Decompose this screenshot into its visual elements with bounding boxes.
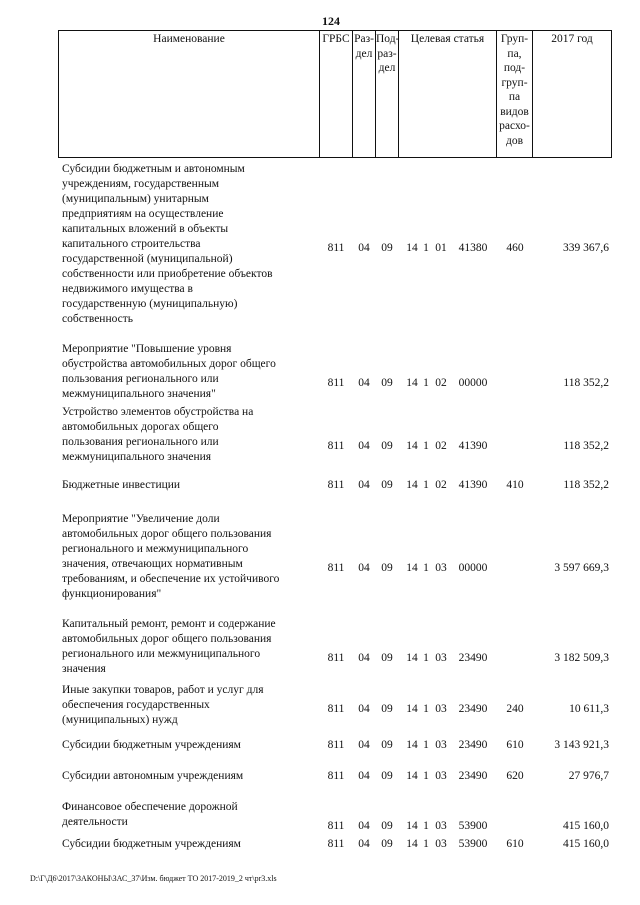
grbs-cell: 811 xyxy=(327,562,345,574)
row-name-line: собственность xyxy=(62,313,134,325)
group-cell: 610 xyxy=(506,838,524,850)
target-part-1: 14 xyxy=(406,562,418,574)
target-part-1: 14 xyxy=(406,820,418,832)
grbs-cell: 811 xyxy=(327,652,345,664)
podrazdel-cell: 09 xyxy=(381,770,393,782)
header-name xyxy=(58,30,320,158)
group-cell: 410 xyxy=(506,479,524,491)
target-part-2: 1 xyxy=(423,652,429,664)
row-name-line: Устройство элементов обустройства на xyxy=(62,406,254,418)
razdel-cell: 04 xyxy=(358,703,370,715)
header-group-line: Груп- xyxy=(500,33,529,45)
razdel-cell: 04 xyxy=(358,479,370,491)
target-part-2: 1 xyxy=(423,703,429,715)
razdel-cell: 04 xyxy=(358,820,370,832)
target-part-3: 02 xyxy=(435,479,447,491)
group-cell: 620 xyxy=(506,770,524,782)
row-name-line: государственную (муниципальную) xyxy=(62,298,238,310)
target-part-1: 14 xyxy=(406,440,418,452)
row-name-line: Субсидии бюджетным учреждениям xyxy=(62,739,241,751)
footer-file-path: D:\Г\Д6\2017\ЗАКОНЫ\ЗАС_37\Изм. бюджет ТО 2017-2019_2 чт\pr3.xls xyxy=(30,874,277,883)
row-name-line: капитальных вложений в объекты xyxy=(62,223,229,235)
amount-cell: 3 597 669,3 xyxy=(554,562,609,574)
row-name-line: функционирования" xyxy=(62,588,162,600)
row-name-line: Субсидии бюджетным и автономным xyxy=(62,163,245,175)
row-name xyxy=(62,683,312,728)
podrazdel-cell: 09 xyxy=(381,838,393,850)
row-name-line: собственности или приобретение объектов xyxy=(62,268,273,280)
header-grbs-text: ГРБС xyxy=(322,33,350,45)
header-razdel xyxy=(352,30,376,158)
razdel-cell: 04 xyxy=(358,440,370,452)
group-cell: 610 xyxy=(506,739,524,751)
target-part-3: 02 xyxy=(435,440,447,452)
row-name-line: капитального строительства xyxy=(62,238,201,250)
header-year-text: 2017 год xyxy=(551,33,593,45)
amount-cell: 415 160,0 xyxy=(563,838,609,850)
target-part-2: 1 xyxy=(423,377,429,389)
target-part-3: 03 xyxy=(435,838,447,850)
target-part-4: 23490 xyxy=(458,770,488,782)
podrazdel-cell: 09 xyxy=(381,440,393,452)
podrazdel-cell: 09 xyxy=(381,562,393,574)
podrazdel-cell: 09 xyxy=(381,820,393,832)
header-group-line: видов xyxy=(500,105,529,118)
row-name xyxy=(62,162,312,327)
target-part-4: 23490 xyxy=(458,652,488,664)
header-group-line: па, xyxy=(507,47,522,60)
row-name-line: обустройства автомобильных дорог общего xyxy=(62,358,276,370)
target-part-4: 00000 xyxy=(458,562,488,574)
amount-cell: 339 367,6 xyxy=(563,242,609,254)
target-part-4: 23490 xyxy=(458,703,488,715)
row-name xyxy=(62,405,312,465)
group-cell: 240 xyxy=(506,703,524,715)
row-name xyxy=(62,800,312,830)
amount-cell: 415 160,0 xyxy=(563,820,609,832)
razdel-cell: 04 xyxy=(358,242,370,254)
row-name xyxy=(62,342,312,402)
target-part-3: 02 xyxy=(435,377,447,389)
podrazdel-cell: 09 xyxy=(381,479,393,491)
amount-cell: 27 976,7 xyxy=(568,770,609,782)
grbs-cell: 811 xyxy=(327,440,345,452)
header-group-line: дов xyxy=(505,134,524,147)
row-name-line: Мероприятие "Увеличение доли xyxy=(62,513,220,525)
header-year xyxy=(532,30,612,158)
row-name-line: обеспечения государственных xyxy=(62,699,210,711)
razdel-cell: 04 xyxy=(358,739,370,751)
target-part-4: 53900 xyxy=(458,820,488,832)
grbs-cell: 811 xyxy=(327,479,345,491)
header-podrazdel xyxy=(375,30,399,158)
amount-cell: 118 352,2 xyxy=(563,440,609,452)
grbs-cell: 811 xyxy=(327,739,345,751)
row-name-line: (муниципальных) нужд xyxy=(62,714,178,726)
grbs-cell: 811 xyxy=(327,820,345,832)
page-number: 124 xyxy=(322,14,340,28)
header-razdel-line: Раз- xyxy=(354,33,374,45)
header-group-line: груп- xyxy=(501,76,528,89)
header-group-line: расхо- xyxy=(499,120,530,132)
row-name-line: учреждениям, государственным xyxy=(62,178,219,190)
row-name-line: регионального или межмуниципального xyxy=(62,648,261,660)
row-name-line: Бюджетные инвестиции xyxy=(62,479,181,491)
target-part-1: 14 xyxy=(406,377,418,389)
row-name-line: недвижимого имущества в xyxy=(62,283,193,295)
header-group xyxy=(496,30,533,158)
amount-cell: 3 182 509,3 xyxy=(554,652,609,664)
row-name xyxy=(62,738,312,753)
target-part-4: 53900 xyxy=(458,838,488,850)
row-name-line: Мероприятие "Повышение уровня xyxy=(62,343,232,355)
amount-cell: 118 352,2 xyxy=(563,479,609,491)
row-name-line: Иные закупки товаров, работ и услуг для xyxy=(62,684,264,696)
razdel-cell: 04 xyxy=(358,377,370,389)
razdel-cell: 04 xyxy=(358,838,370,850)
target-part-3: 03 xyxy=(435,562,447,574)
header-podrazdel-line: Под- xyxy=(376,33,400,45)
row-name-line: Финансовое обеспечение дорожной xyxy=(62,801,238,813)
row-name-line: межмуниципального значения" xyxy=(62,388,216,400)
target-part-2: 1 xyxy=(423,820,429,832)
podrazdel-cell: 09 xyxy=(381,739,393,751)
header-podrazdel-line: раз- xyxy=(377,47,397,60)
razdel-cell: 04 xyxy=(358,652,370,664)
header-name-text: Наименование xyxy=(153,33,225,45)
target-part-4: 41390 xyxy=(458,479,488,491)
target-part-2: 1 xyxy=(423,739,429,751)
row-name-line: пользования регионального или xyxy=(62,436,219,448)
target-part-1: 14 xyxy=(406,242,418,254)
amount-cell: 118 352,2 xyxy=(563,377,609,389)
header-target xyxy=(398,30,497,158)
row-name-line: (муниципальным) унитарным xyxy=(62,193,209,205)
row-name xyxy=(62,837,312,852)
row-name-line: предприятиям на осуществление xyxy=(62,208,224,220)
amount-cell: 3 143 921,3 xyxy=(554,739,609,751)
target-part-3: 03 xyxy=(435,703,447,715)
razdel-cell: 04 xyxy=(358,770,370,782)
target-part-1: 14 xyxy=(406,652,418,664)
podrazdel-cell: 09 xyxy=(381,703,393,715)
target-part-2: 1 xyxy=(423,479,429,491)
podrazdel-cell: 09 xyxy=(381,242,393,254)
row-name xyxy=(62,617,312,677)
row-name-line: значения xyxy=(62,663,106,675)
razdel-cell: 04 xyxy=(358,562,370,574)
target-part-2: 1 xyxy=(423,838,429,850)
row-name-line: регионального и межмуниципального xyxy=(62,543,249,555)
row-name-line: межмуниципального значения xyxy=(62,451,212,463)
target-part-1: 14 xyxy=(406,770,418,782)
row-name-line: автомобильных дорог общего пользования xyxy=(62,528,272,540)
row-name xyxy=(62,478,312,493)
target-part-2: 1 xyxy=(423,440,429,452)
target-part-4: 00000 xyxy=(458,377,488,389)
target-part-2: 1 xyxy=(423,242,429,254)
row-name-line: деятельности xyxy=(62,816,128,828)
target-part-2: 1 xyxy=(423,770,429,782)
row-name-line: автомобильных дорогах общего xyxy=(62,421,219,433)
row-name-line: пользования регионального или xyxy=(62,373,219,385)
group-cell: 460 xyxy=(506,242,524,254)
row-name-line: автомобильных дорог общего пользования xyxy=(62,633,272,645)
row-name xyxy=(62,512,312,602)
target-part-3: 01 xyxy=(435,242,447,254)
target-part-1: 14 xyxy=(406,703,418,715)
header-group-line: па xyxy=(508,91,521,103)
grbs-cell: 811 xyxy=(327,770,345,782)
grbs-cell: 811 xyxy=(327,703,345,715)
row-name-line: Субсидии бюджетным учреждениям xyxy=(62,838,241,850)
row-name xyxy=(62,769,312,784)
target-part-1: 14 xyxy=(406,838,418,850)
grbs-cell: 811 xyxy=(327,838,345,850)
row-name-line: государственной (муниципальной) xyxy=(62,253,233,265)
podrazdel-cell: 09 xyxy=(381,652,393,664)
target-part-2: 1 xyxy=(423,562,429,574)
target-part-3: 03 xyxy=(435,820,447,832)
row-name-line: Субсидии автономным учреждениям xyxy=(62,770,244,782)
header-podrazdel-line: дел xyxy=(378,62,396,74)
target-part-3: 03 xyxy=(435,739,447,751)
target-part-4: 41380 xyxy=(458,242,488,254)
header-grbs xyxy=(319,30,353,158)
header-razdel-line: дел xyxy=(355,47,373,60)
target-part-4: 41390 xyxy=(458,440,488,452)
row-name-line: требованиям, и обеспечение их устойчивого xyxy=(62,573,280,585)
target-part-1: 14 xyxy=(406,739,418,751)
header-group-line: под- xyxy=(503,62,526,74)
header-target-text: Целевая статья xyxy=(410,33,485,45)
row-name-line: Капитальный ремонт, ремонт и содержание xyxy=(62,618,276,630)
amount-cell: 10 611,3 xyxy=(569,703,609,715)
target-part-1: 14 xyxy=(406,479,418,491)
target-part-3: 03 xyxy=(435,770,447,782)
row-name-line: значения, отвечающих нормативным xyxy=(62,558,243,570)
podrazdel-cell: 09 xyxy=(381,377,393,389)
grbs-cell: 811 xyxy=(327,242,345,254)
grbs-cell: 811 xyxy=(327,377,345,389)
target-part-4: 23490 xyxy=(458,739,488,751)
target-part-3: 03 xyxy=(435,652,447,664)
